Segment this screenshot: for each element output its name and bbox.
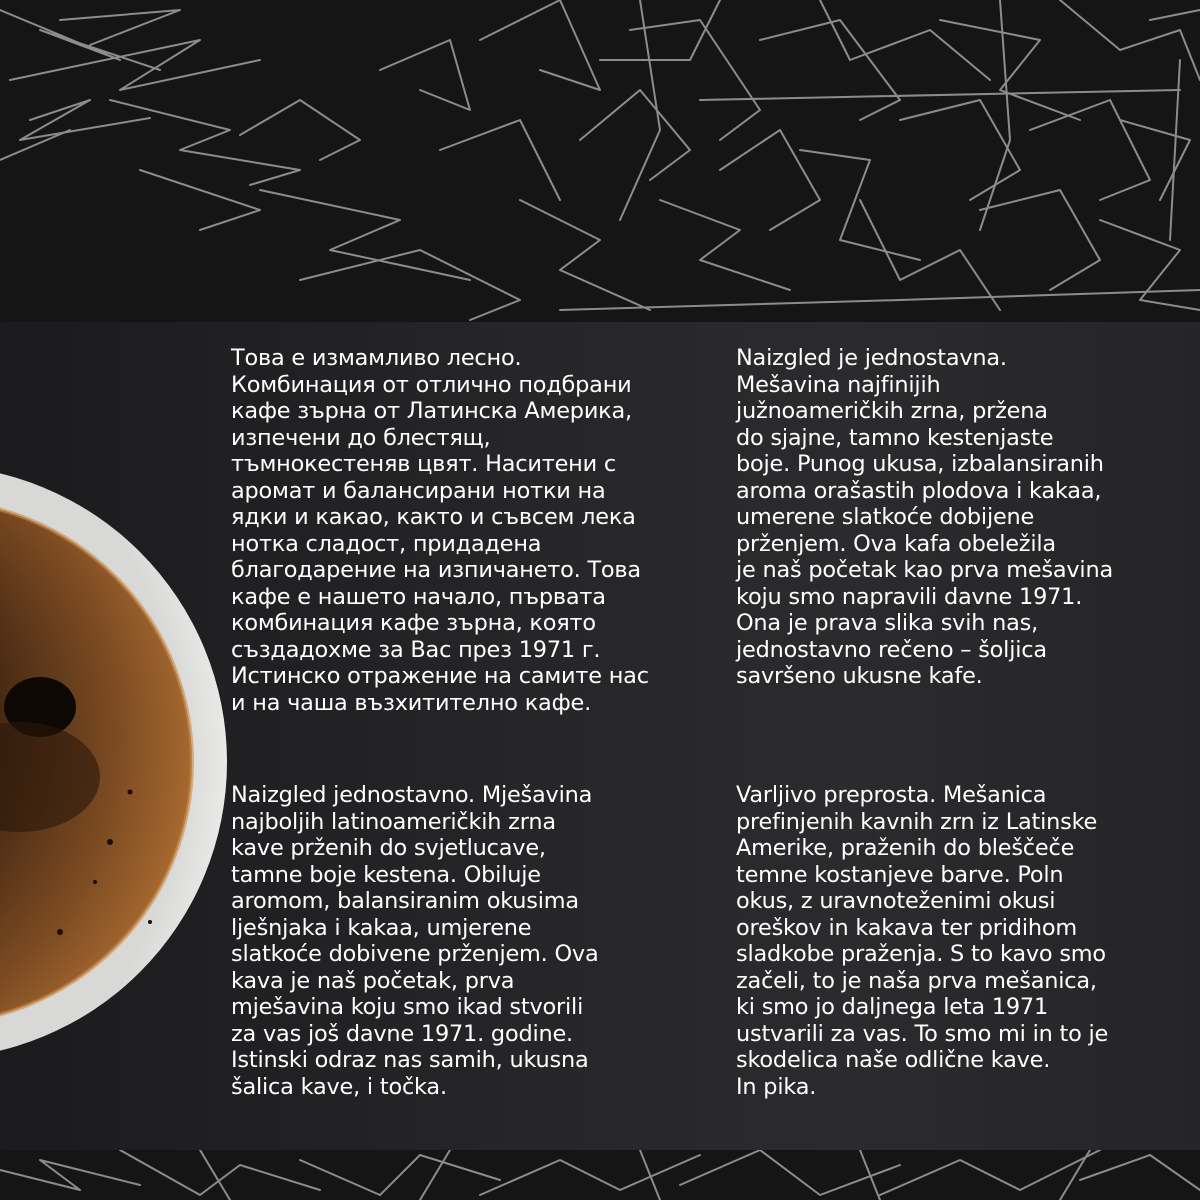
scribble-pattern [0, 0, 1200, 322]
description-serbian: Naizgled je jednostavna. Mešavina najfinijih južnoameričkih zrna, pržena do sjajne, tamno kestenjaste boje. Punog ukusa, izbalansiranih aroma orašastih plodova i kakaa, umerene slatkoće dobijene prženjem. Ova kafa obeležila je naš početak kao prva mešavina koju smo napravili davne 1971. Ona je prava slika svih nas, jednostavno rečeno – šoljica savršeno ukusne kafe. [736, 345, 1113, 689]
description-slovenian: Varljivo preprosta. Mešanica prefinjenih kavnih zrn iz Latinske Amerike, praženih do bleščeče temne kostanjeve barve. Poln okus, z uravnoteženimi okusi oreškov in kakava ter pridihom sladkobe praženja. S to kavo smo začeli, to je naša prva mešanica, ki smo jo daljnega leta 1971 ustvarili za vas. To smo mi in to je skodelica naše odlične kave. In pika. [736, 782, 1109, 1100]
description-bulgarian: Това е измамливо лесно. Комбинация от отлично подбрани кафе зърна от Латинска Америка, изпечени до блестящ, тъмнокестеняв цвят. Наситени с аромат и балансирани нотки на ядки и какао, както и съвсем лека нотка сладост, придадена благодарение на изпичането. Това кафе е нашето начало, първата комбинация кафе зърна, която създадохме за Вас през 1971 г. Истинско отражение на самите нас и на чаша възхитително кафе. [231, 345, 649, 716]
coffee-cup-image [0, 322, 240, 1150]
scribble-header-band [0, 0, 1200, 322]
content-panel [0, 322, 1200, 1150]
description-croatian: Naizgled jednostavno. Mješavina najboljih latinoameričkih zrna kave prženih do svjetlucave, tamne boje kestena. Obiluje aromom, balansiranim okusima lješnjaka i kakaa, umjerene slatkoće dobivene prženjem. Ova kava je naš početak, prva mješavina koju smo ikad stvorili za vas još davne 1971. godine. Istinski odraz nas samih, ukusna šalica kave, i točka. [231, 782, 599, 1100]
scribble-pattern [0, 1150, 1200, 1200]
scribble-footer-band [0, 1150, 1200, 1200]
